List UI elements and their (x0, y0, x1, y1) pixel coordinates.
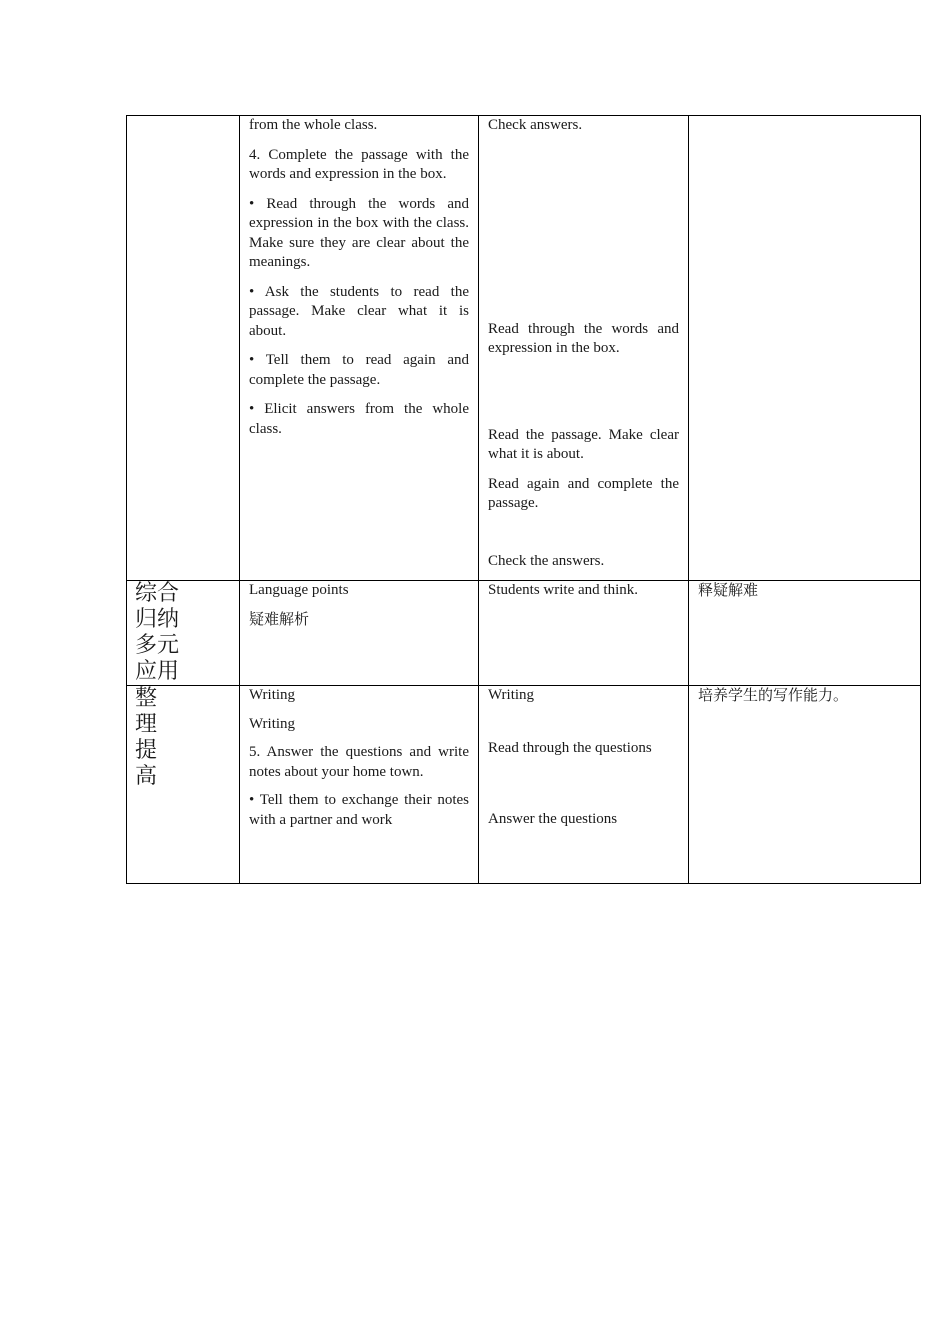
table-row (127, 116, 921, 581)
stage-label (135, 686, 230, 790)
student-text: Students write and think. (488, 582, 638, 598)
student-text: Read through the questions (488, 739, 652, 756)
teacher-text: • Tell them to exchange their notes with a partner and work (249, 792, 469, 828)
teacher-text: 5. Answer the questions and write notes about your home town. (249, 744, 469, 780)
student-activity-cell (479, 686, 689, 884)
teacher-text: from the whole class. (249, 117, 378, 133)
student-activity-cell (479, 581, 689, 686)
student-text: Answer the questions (488, 811, 618, 827)
teacher-text: • Ask the students to read the passage. Make clear what it is about. (249, 283, 469, 339)
student-text: Read the passage. Make clear what it is about. (488, 426, 679, 462)
note-text: 培养学生的写作能力。 (698, 686, 849, 704)
student-text: Read again and complete the passage. (488, 475, 679, 511)
stage-text: 整 (135, 686, 158, 711)
teacher-activity-cell (240, 581, 479, 686)
student-text: Writing (488, 687, 535, 703)
table-row (127, 686, 921, 884)
note-cell (689, 116, 921, 581)
stage-text: 理 (135, 712, 158, 737)
stage-text: 综合 (135, 581, 180, 606)
stage-cell (127, 581, 240, 686)
teacher-activity-cell (240, 686, 479, 884)
student-text: Check the answers. (488, 552, 605, 569)
teacher-text: Language points (249, 582, 349, 598)
teacher-activity-cell (240, 116, 479, 581)
teacher-text: • Tell them to read again and complete the passage. (249, 352, 469, 388)
stage-text: 应用 (135, 659, 180, 684)
teacher-text: • Elicit answers from the whole class. (249, 401, 469, 437)
stage-text: 高 (135, 764, 158, 789)
lesson-plan-table (126, 115, 921, 884)
teacher-text: 疑难解析 (249, 609, 310, 628)
stage-text: 多元 (135, 633, 180, 658)
note-text: 释疑解难 (698, 581, 759, 599)
teacher-text: 4. Complete the passage with the words and expression in the box. (249, 146, 469, 182)
table-row (127, 581, 921, 686)
note-cell (689, 581, 921, 686)
teacher-text: • Read through the words and expression in the box with the class. Make sure they are clear about the meanings. (249, 195, 469, 270)
student-text: Check answers. (488, 117, 583, 133)
student-text: Read through the words and expression in the box. (488, 320, 679, 356)
stage-cell (127, 686, 240, 884)
stage-cell (127, 116, 240, 581)
note-cell (689, 686, 921, 884)
teacher-text: Writing (249, 715, 296, 732)
stage-label (135, 581, 230, 685)
student-activity-cell (479, 116, 689, 581)
stage-text: 归纳 (135, 607, 180, 632)
teacher-text: Writing (249, 687, 296, 703)
stage-text: 提 (135, 738, 158, 763)
